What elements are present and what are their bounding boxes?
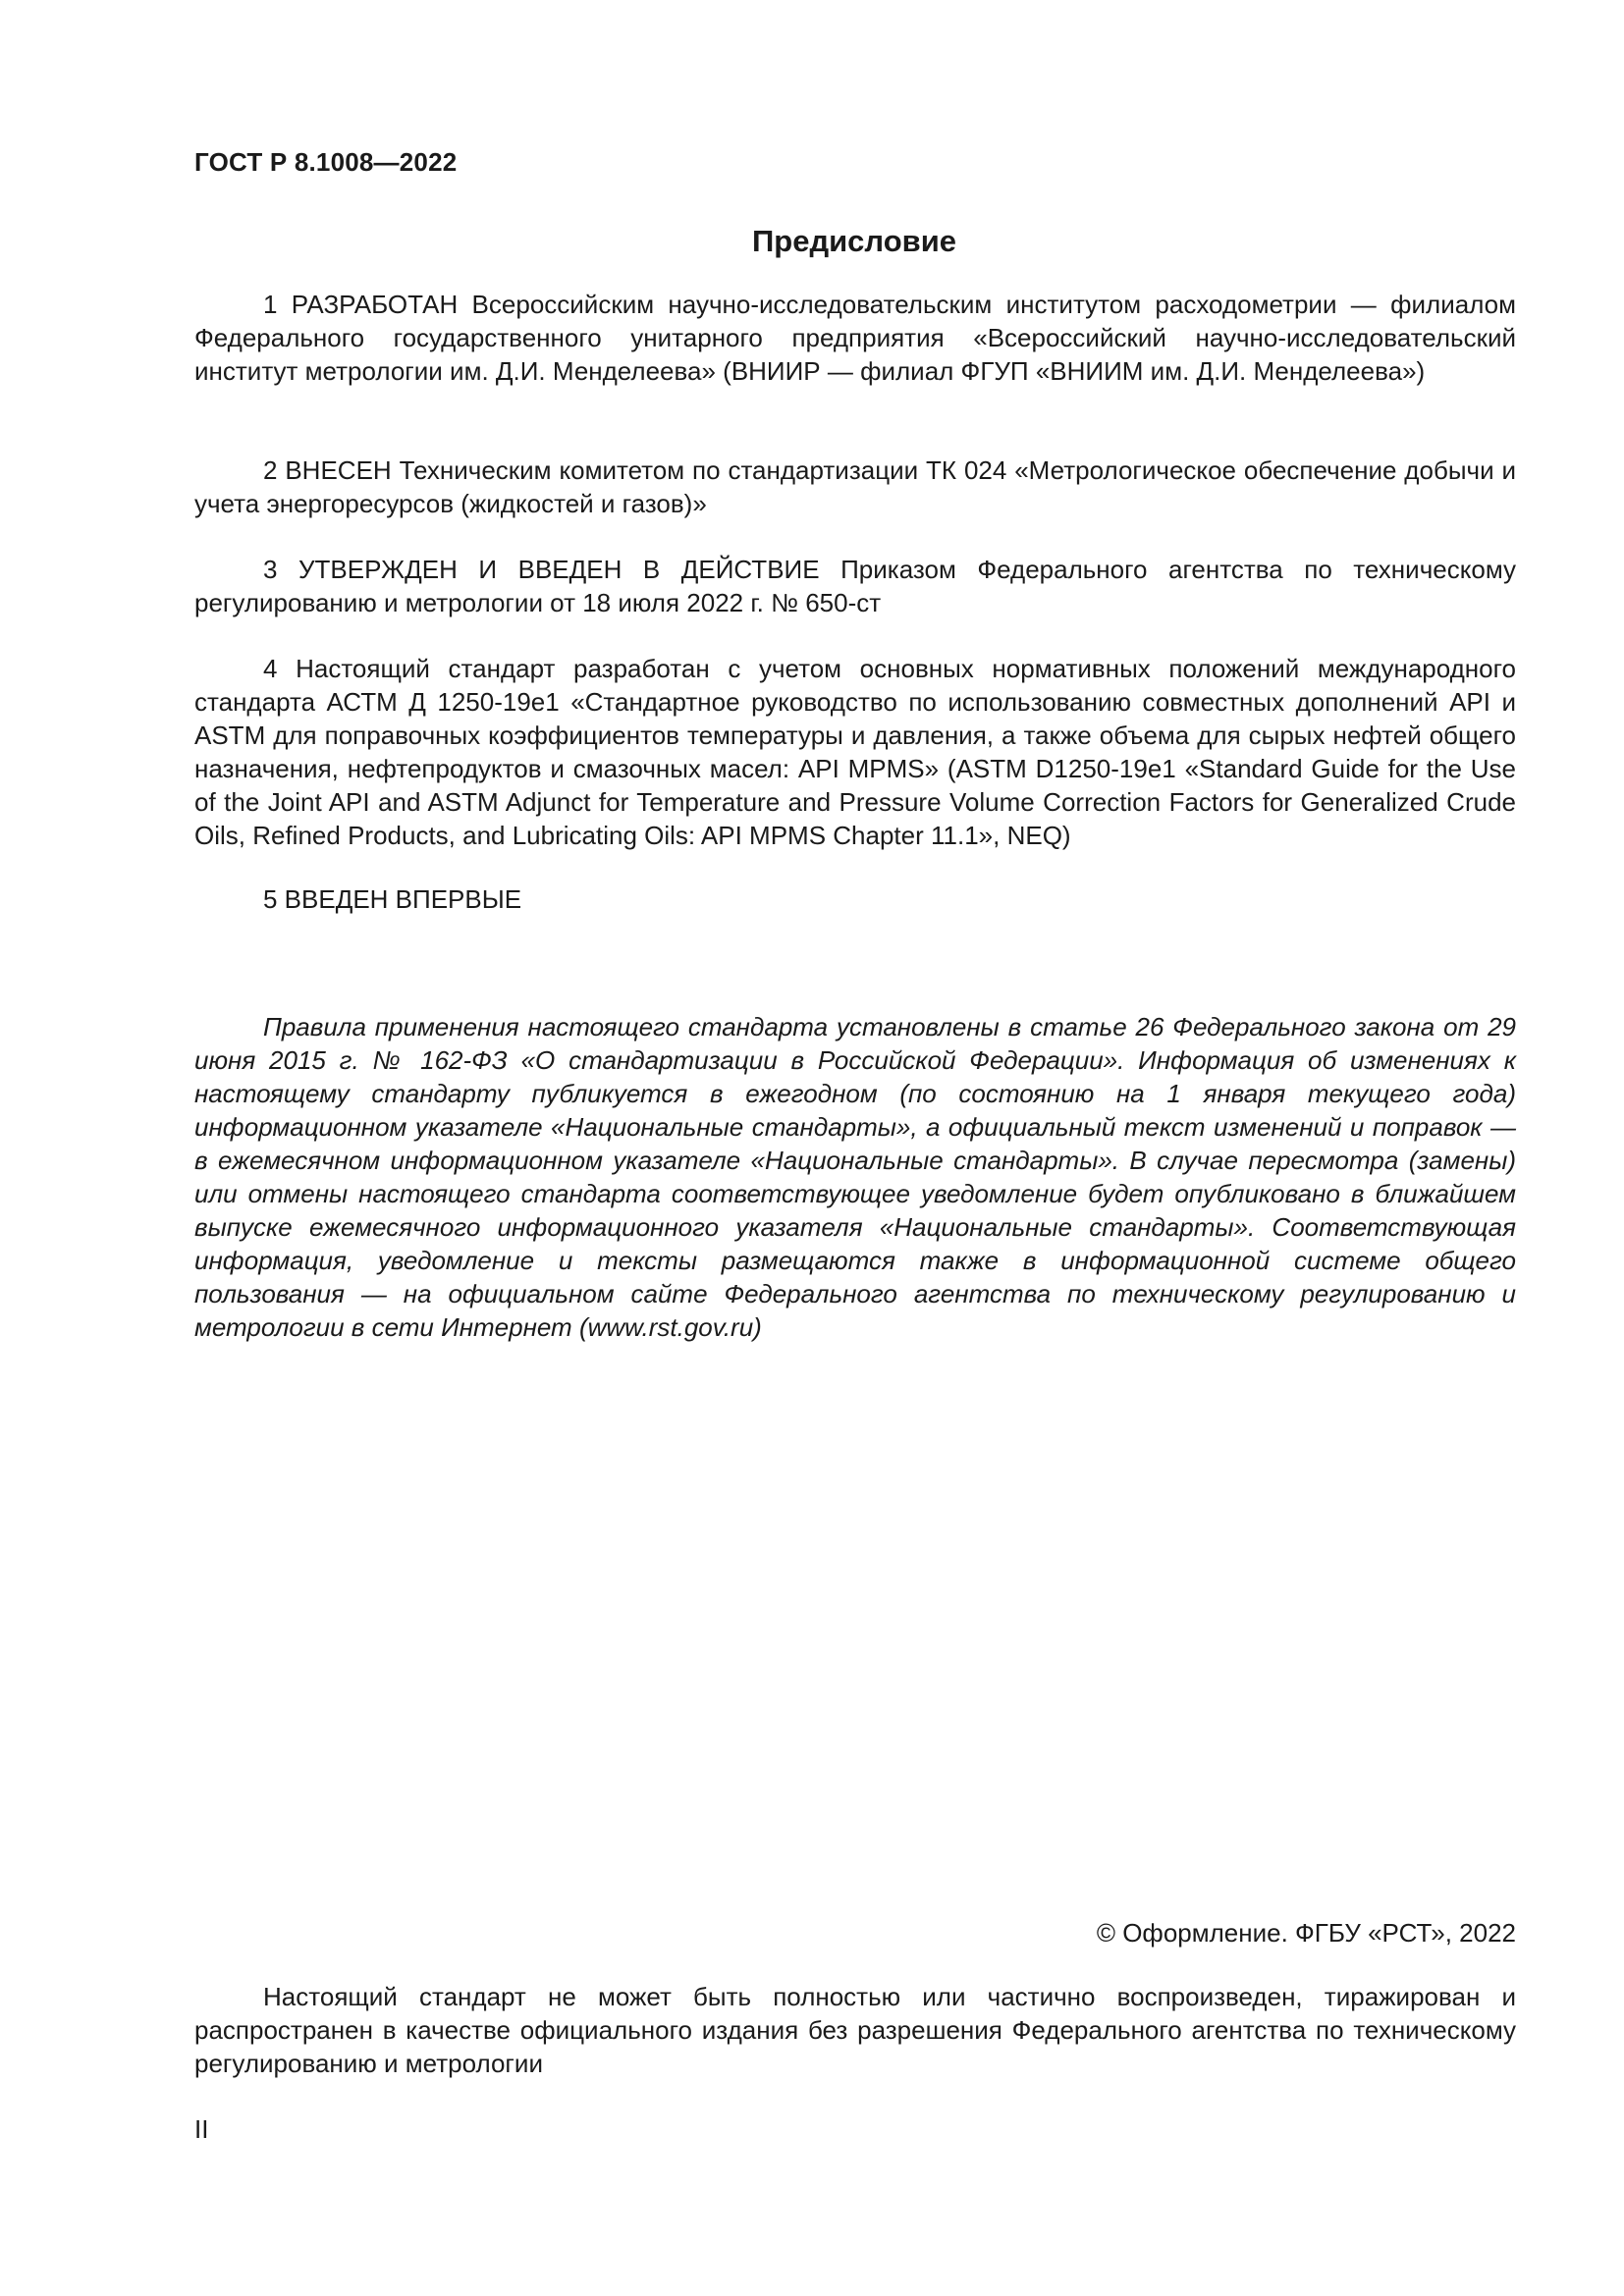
page-number: II [194, 2114, 209, 2144]
document-code: ГОСТ Р 8.1008—2022 [194, 147, 458, 177]
paragraph-developed-by: 1 РАЗРАБОТАН Всероссийским научно-исследовательским институтом расходометрии — филиалом Федерального государственного унитарного предприятия «Всероссийский научно-исследовательский институт метрологии им. Д.И. Менделеева» (ВНИИР — филиал ФГУП «ВНИИМ им. Д.И. Менделеева») [194, 290, 1516, 386]
paragraph-based-on: 4 Настоящий стандарт разработан с учетом основных нормативных положений международного стандарта АСТМ Д 1250-19е1 «Стандартное руководство по использованию совместных дополнений API и ASTM для поправочных коэффициентов температуры и давления, а также объема для сырых нефтей общего назначения, нефтепродуктов и смазочных масел: API MPMS» (ASTM D1250-19e1 «Standard Guide for the Use of the Joint API and ASTM Adjunct for Temperature and Pressure Volume Correction Factors for Generalized Crude Oils, Refined Products, and Lubricating Oils: API MPMS Chapter 11.1», NEQ) [194, 654, 1516, 850]
paragraph-introduced-by: 2 ВНЕСЕН Техническим комитетом по стандартизации ТК 024 «Метрологическое обеспечение добычи и учета энергоресурсов (жидкостей и газов)» [194, 455, 1516, 518]
page-title: Предисловие [751, 224, 956, 258]
copyright-notice: © Оформление. ФГБУ «РСТ», 2022 [1096, 1918, 1516, 1948]
paragraph-application-rules: Правила применения настоящего стандарта установлены в статье 26 Федерального закона от 29 июня 2015 г. № 162-ФЗ «О стандартизации в Российской Федерации». Информация об изменениях к настоящему стандарту публикуется в ежегодном (по состоянию на 1 января текущего года) информационном указателе «Национальные стандарты», а официальный текст изменений и поправок — в ежемесячном информационном указателе «Национальные стандарты». В случае пересмотра (замены) или отмены настоящего стандарта соответствующее уведомление будет опубликовано в ближайшем выпуске ежемесячного информационного указателя «Национальные стандарты». Соответствующая информация, уведомление и тексты размещаются также в информационной системе общего пользования — на официальном сайте Федерального агентства по техническому регулированию и метрологии в сети Интернет (www.rst.gov.ru) [194, 1012, 1516, 1342]
paragraph-reproduction-notice: Настоящий стандарт не может быть полностью или частично воспроизведен, тиражирован и распространен в качестве официального издания без разрешения Федерального агентства по техническому регулированию и метрологии [194, 1982, 1516, 2078]
paragraph-first-introduced: 5 ВВЕДЕН ВПЕРВЫЕ [263, 884, 522, 914]
paragraph-approved: 3 УТВЕРЖДЕН И ВВЕДЕН В ДЕЙСТВИЕ Приказом Федерального агентства по техническому регулированию и метрологии от 18 июля 2022 г. № 650-ст [194, 555, 1516, 617]
